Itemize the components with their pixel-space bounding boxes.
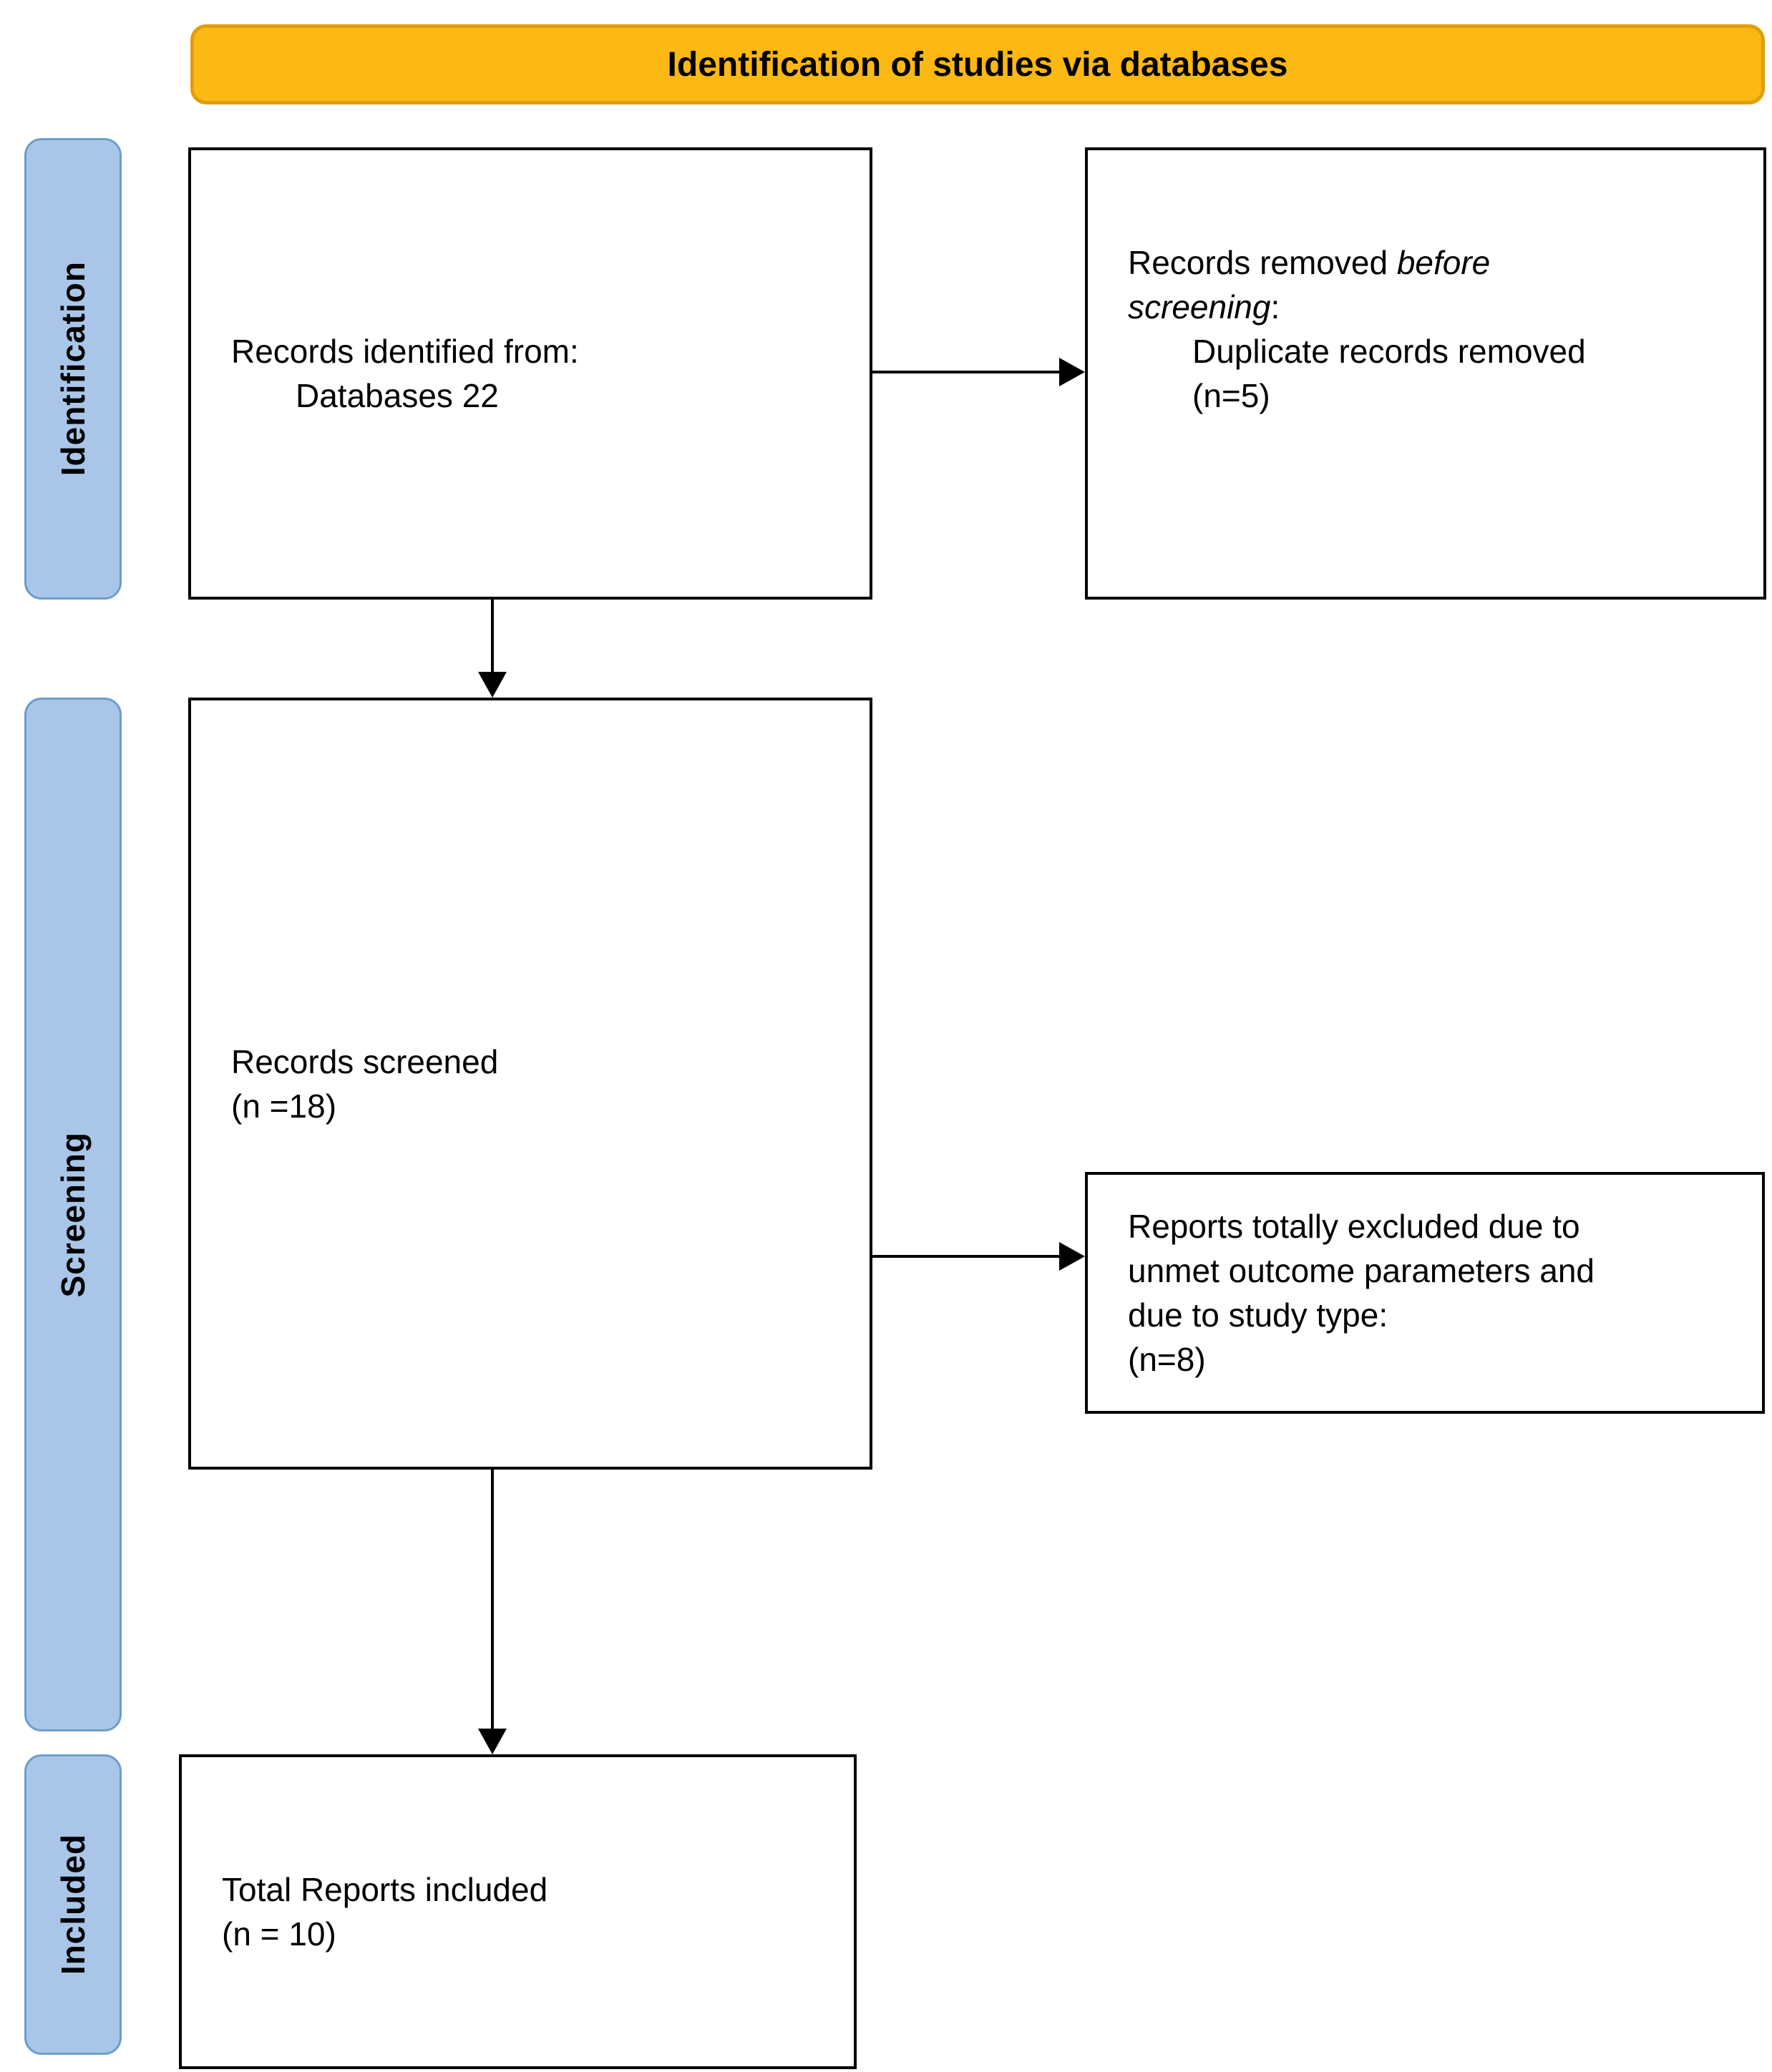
box-records-removed: [1085, 147, 1766, 600]
arrow-identified-to-screened-head: [478, 672, 507, 698]
records-removed-line1-normal: Records removed: [1128, 244, 1397, 281]
title-banner: [190, 24, 1765, 104]
arrow-screened-to-excluded-line: [872, 1255, 1061, 1258]
stage-identification-label: Identification: [54, 261, 92, 477]
arrow-screened-to-excluded-head: [1059, 1242, 1085, 1271]
total-included-line1: Total Reports included: [222, 1871, 548, 1908]
reports-excluded-line1: Reports totally excluded due to: [1128, 1208, 1580, 1245]
stage-screening-label: Screening: [54, 1131, 92, 1298]
records-screened-line2: (n =18): [231, 1087, 337, 1125]
box-records-screened: [188, 698, 872, 1470]
diagram-title: Identification of studies via databases: [667, 45, 1288, 84]
records-identified-line2: Databases 22: [296, 377, 499, 414]
stage-included: [24, 1754, 122, 2055]
stage-included-label: Included: [54, 1834, 92, 1975]
arrow-identified-to-removed-head: [1059, 358, 1085, 386]
records-removed-line3: Duplicate records removed: [1192, 333, 1586, 370]
records-removed-line2: [1128, 285, 1738, 329]
arrow-screened-to-included-line: [491, 1470, 494, 1730]
records-removed-line2-normal: :: [1270, 288, 1280, 326]
box-total-included: [179, 1754, 857, 2069]
total-included-line2: (n = 10): [222, 1915, 336, 1953]
arrow-identified-to-screened-line: [491, 600, 494, 673]
records-removed-line1: [1128, 240, 1738, 285]
stage-screening: [24, 698, 122, 1731]
reports-excluded-line3: due to study type:: [1128, 1296, 1388, 1334]
records-removed-line1-italic: before: [1396, 244, 1491, 281]
arrow-identified-to-removed-line: [872, 371, 1061, 373]
arrow-screened-to-included-head: [478, 1729, 507, 1754]
records-identified-line1: Records identified from:: [231, 333, 579, 370]
box-reports-excluded: [1085, 1172, 1765, 1414]
box-records-identified: [188, 147, 872, 600]
records-removed-line4: (n=5): [1192, 377, 1270, 414]
records-screened-line1: Records screened: [231, 1042, 499, 1080]
records-removed-line2-italic: screening: [1128, 288, 1271, 326]
reports-excluded-line4: (n=8): [1128, 1341, 1206, 1378]
reports-excluded-line2: unmet outcome parameters and: [1128, 1252, 1595, 1289]
stage-identification: [24, 138, 122, 600]
